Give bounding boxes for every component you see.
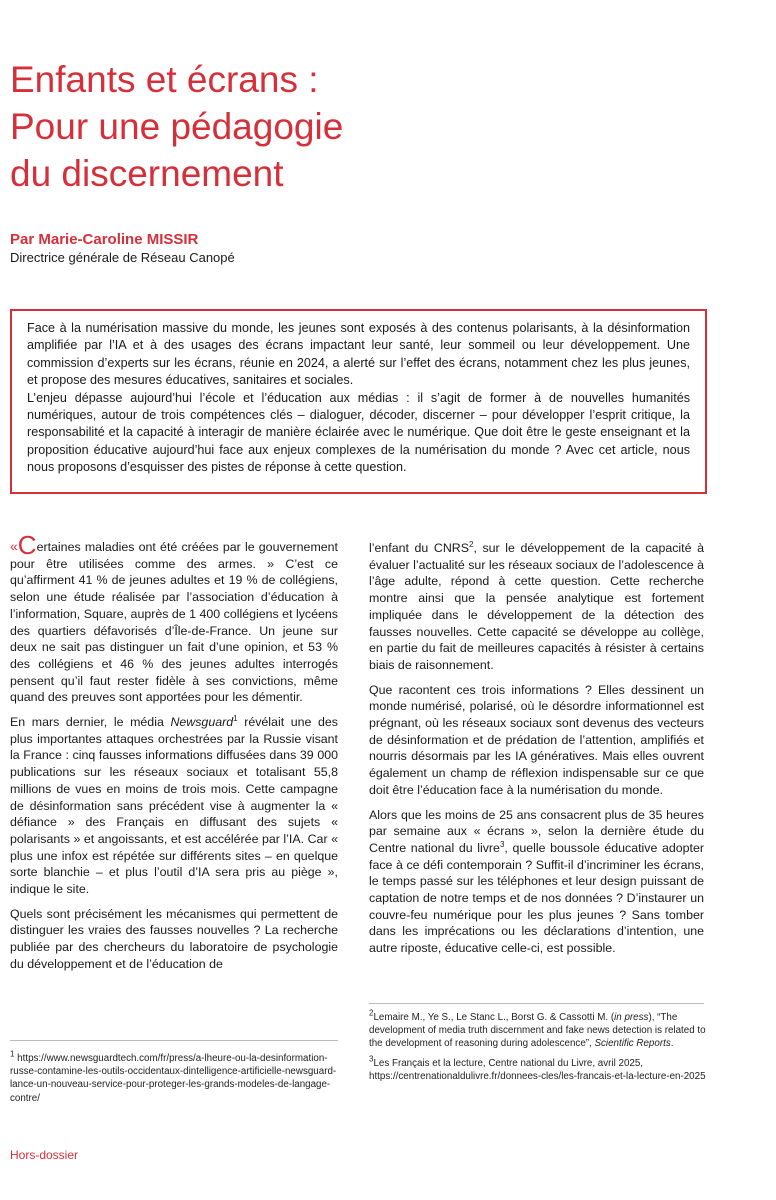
left-paragraph-1-text: ertaines maladies ont été créées par le gouvernement pour être utilisées comme des armes. » C’est ce qu’affirment 41 % de jeunes adultes et 19 % de collégiens, selon une étude réalisée par l’association d’éducation à l’information, Square, auprès de 1 400 collégiens et lycéens des quartiers défavorisés d’Île-de-France. Un jeune sur deux ne sait pas distinguer un fait d’une opinion, et 53 % des collégiens et 46 % des jeunes adultes interrogés pensent qu’il faut rester fidèle à ses convictions, même quand des preuves sont apportées pour les démentir. <box>10 540 338 705</box>
footnote-ref-2: 2 <box>469 539 474 549</box>
footnote-1-text: https://www.newsguardtech.com/fr/press/a-lheure-ou-la-desinformation-russe-contamine-les-outils-occidentaux-dintelligence-artificielle-newsguard-lance-un-nouveau-service-pour-proteger-les-grands-modeles-de-langage-contre/ <box>10 1053 337 1104</box>
title-line-3: du discernement <box>10 153 284 194</box>
right-column <box>369 540 704 965</box>
footnote-1-number: 1 <box>10 1049 15 1059</box>
left-paragraph-1 <box>10 530 338 706</box>
footnote-3 <box>369 1054 714 1083</box>
author-role: Directrice générale de Réseau Canopé <box>10 250 235 265</box>
abstract-box <box>10 309 707 494</box>
footnotes-right <box>369 1008 714 1089</box>
title-line-2: Pour une pédagogie <box>10 106 344 147</box>
opening-quote: « <box>10 538 18 554</box>
section-footer: Hors-dossier <box>10 1148 79 1162</box>
right-paragraph-2: Que racontent ces trois informations ? Elles dessinent un monde numérisé, polarisé, où le désordre informationnel est prégnant, où les réseaux sociaux sont devenus des vecteurs de désinformation et de prédation de l’attention, amplifiés et nourris désormais par les IA génératives. Mais elles ouvrent également un champ de réflexion indispensable sur ce que doit être l’éducation face à la numérisation du monde. <box>369 682 704 797</box>
footnote-2-journal: Scientific Reports <box>594 1038 671 1050</box>
left-paragraph-2-end: révélait une des plus importantes attaques orchestrées par la Russie visant la France : cinq fausses informations diffusées dans 39 000 publications sur les réseaux sociaux et totalisant 55,8 millions de vues en moins de trois mois. Cette campagne de désinformation sans précédent vise à augmenter la « défiance » des Français en diffusant des sujets « polarisants » et angoissants, et est accélérée par l’IA. Car « plus une infox est répétée sur différents sites – en quelque sorte blanchie – et plus l’outil d’IA sera pris au piège », indique le site. <box>10 715 339 897</box>
footnote-2-number: 2 <box>369 1008 374 1018</box>
footnote-divider-right <box>369 1003 704 1004</box>
footnote-ref-1: 1 <box>233 713 238 723</box>
footnote-3-text: Les Français et la lecture, Centre national du Livre, avril 2025, https://centrenationaldulivre.fr/donnees-cles/les-francais-et-la-lecture-en-2025 <box>369 1057 706 1082</box>
right-paragraph-1-start: l’enfant du CNRS <box>369 541 469 555</box>
left-paragraph-3: Quels sont précisément les mécanismes qui permettent de distinguer les vraies des fausses nouvelles ? La recherche publiée par des chercheurs du laboratoire de psychologie du développement et de l’éducation de <box>10 906 338 971</box>
footnote-ref-3: 3 <box>499 839 505 849</box>
footnote-2-end: . <box>670 1038 674 1050</box>
abstract-paragraph-2: L’enjeu dépasse aujourd’hui l’école et l’éducation aux médias : il s’agit de former à de nouvelles humanités numériques, autour de trois compétences clés – dialoguer, décoder, discerner – pour développer l’esprit critique, la responsabilité et la capacité à interagir de manière éclairée avec le numérique. Que doit être le geste enseignant et la proposition éducative aujourd’hui face aux enjeux complexes de la numérisation du monde ? Avec cet article, nous nous proposons d’esquisser des pistes de réponse à cette question. <box>27 390 690 475</box>
right-paragraph-3-start: Alors que les moins de 25 ans consacrent plus de 35 heures par semaine aux « écrans », selon la dernière étude du Centre national du livre <box>369 807 704 855</box>
footnote-2 <box>369 1008 714 1051</box>
left-paragraph-2-start: En mars dernier, le média <box>10 715 171 730</box>
footnotes-left <box>10 1049 345 1111</box>
article-title <box>10 56 750 197</box>
left-column <box>10 530 339 981</box>
drop-cap: C <box>17 530 37 560</box>
footnote-1 <box>10 1049 345 1105</box>
footnote-2-text-b: ), “The development of media truth discernment and fake news detection is related to the development of reasoning during adolescence”, <box>369 1012 706 1050</box>
right-paragraph-1-end: , sur le développement de la capacité à évaluer l’actualité sur les réseaux sociaux de l’adolescence à l’âge adulte, répond à cette question. Cette recherche montre ainsi que la pensée analytique est fortement impliquée dans le développement de la détection des fausses nouvelles. Cette capacité se développe au collège, en partie du fait de meilleures capacités à résister à certains biais de raisonnement. <box>369 541 704 672</box>
footnote-2-text-a: Lemaire M., Ye S., Le Stanc L., Borst G. & Cassotti M. ( <box>373 1012 615 1023</box>
abstract-paragraph-1: Face à la numérisation massive du monde, les jeunes sont exposés à des contenus polarisants, à la désinformation amplifiée par l’IA et à des usages des écrans impactant leur santé, leur sommeil ou leur développement. Une commission d’experts sur les écrans, réunie en 2024, a alerté sur l’effet des écrans, notamment chez les plus jeunes, et propose des mesures éducatives, sanitaires et sociales. <box>27 321 690 388</box>
footnote-3-number: 3 <box>369 1054 374 1064</box>
right-paragraph-1 <box>369 540 704 674</box>
right-paragraph-3 <box>369 807 704 957</box>
footnote-divider-left <box>10 1040 338 1041</box>
footnote-2-in-press: in press <box>614 1012 649 1023</box>
newsguard-name: Newsguard <box>170 715 234 730</box>
right-paragraph-3-end: , quelle boussole éducative adopter face à ce défi contemporain ? Suffit-il d’incriminer les écrans, le temps passé sur les téléphones et leur design puissant de captation de notre temps et de nos données ? D’instaurer un couvre-feu numérique pour les plus jeunes ? Sans tomber dans les imprécations ou les déclarations d’intention, une autre riposte, éducative celle-ci, est possible. <box>369 840 705 956</box>
left-paragraph-2 <box>10 714 338 898</box>
title-line-1: Enfants et écrans : <box>10 59 319 100</box>
author-name: Par Marie-Caroline MISSIR <box>10 231 199 248</box>
